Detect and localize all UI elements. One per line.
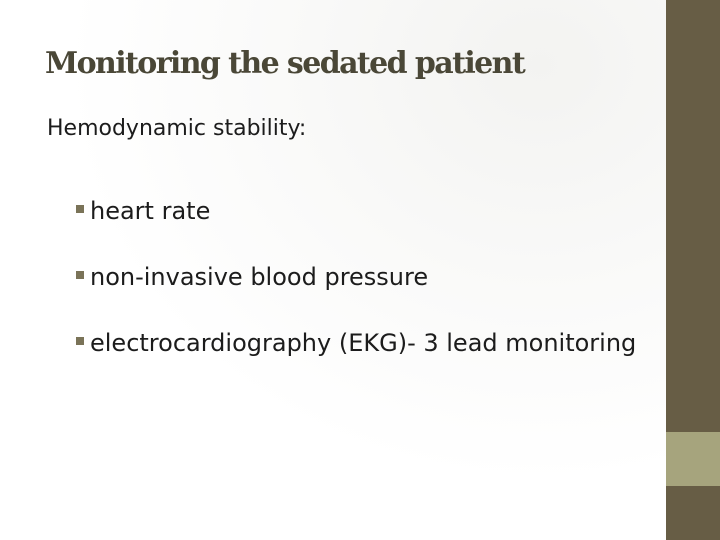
bullet-text: non-invasive blood pressure xyxy=(90,263,429,291)
square-bullet-icon xyxy=(76,271,84,279)
bullet-item-heart-rate xyxy=(76,197,656,225)
bullet-list xyxy=(76,197,656,398)
bullet-text: heart rate xyxy=(90,197,211,225)
bullet-text: electrocardiography (EKG)- 3 lead monitoring xyxy=(90,329,637,357)
bullet-item-ekg xyxy=(76,329,656,357)
square-bullet-icon xyxy=(76,205,84,213)
subheading: Hemodynamic stability: xyxy=(47,116,307,141)
side-decor-accent xyxy=(666,432,720,486)
square-bullet-icon xyxy=(76,337,84,345)
bullet-item-blood-pressure xyxy=(76,263,656,291)
slide-title: Monitoring the sedated patient xyxy=(45,46,525,81)
